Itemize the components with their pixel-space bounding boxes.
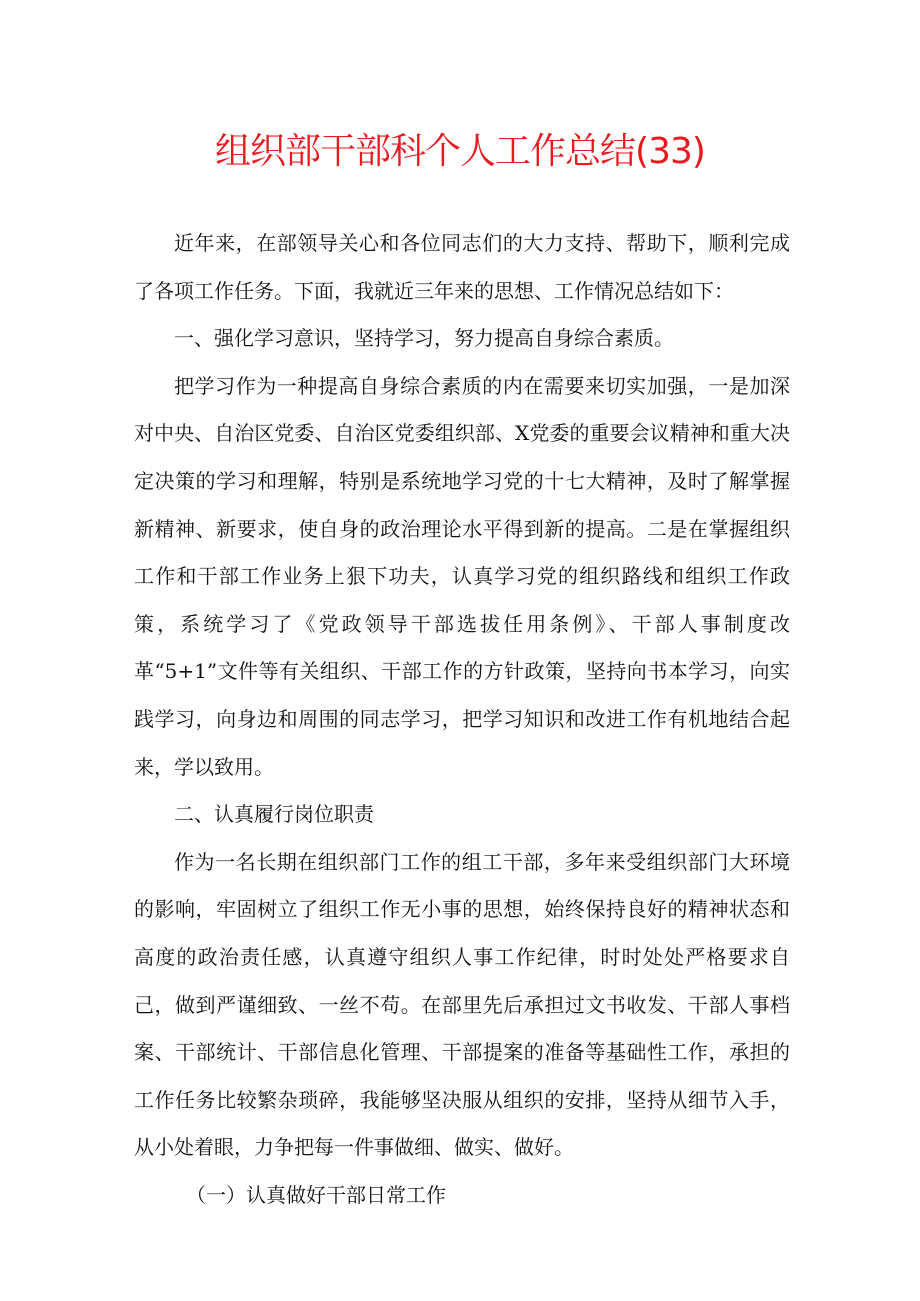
- subsection-heading-1: （一）认真做好干部日常工作: [186, 1182, 446, 1207]
- paragraph-study: 把学习作为一种提高自身综合素质的内在需要来切实加强，一是加深对中央、自治区党委、自治区党委组织部、X党委的重要会议精神和重大决定决策的学习和理解，特别是系统地学习党的十七大精神，及时了解掌握新精神、新要求，使自身的政治理论水平得到新的提高。二是在掌握组织工作和干部工作业务上狠下功夫，认真学习党的组织路线和组织工作政策，系统学习了《党政领导干部选拔任用条例》、干部人事制度改革“5+1”文件等有关组织、干部工作的方针政策，坚持向书本学习，向实践学习，向身边和周围的同志学习，把学习知识和改进工作有机地结合起来，学以致用。: [134, 373, 790, 779]
- paragraph-intro: 近年来，在部领导关心和各位同志们的大力支持、帮助下，顺利完成了各项工作任务。下面，我就近三年来的思想、工作情况总结如下：: [134, 231, 790, 303]
- section-heading-1: 一、强化学习意识，坚持学习，努力提高自身综合素质。: [174, 326, 674, 351]
- document-title: 组织部干部科个人工作总结(33): [215, 131, 705, 172]
- section-heading-2: 二、认真履行岗位职责: [174, 802, 374, 827]
- document-body: [134, 220, 790, 1219]
- paragraph-duties: 作为一名长期在组织部门工作的组工干部，多年来受组织部门大环境的影响，牢固树立了组织工作无小事的思想，始终保持良好的精神状态和高度的政治责任感，认真遵守组织人事工作纪律，时时处处严格要求自己，做到严谨细致、一丝不苟。在部里先后承担过文书收发、干部人事档案、干部统计、干部信息化管理、干部提案的准备等基础性工作，承担的工作任务比较繁杂琐碎，我能够坚决服从组织的安排，坚持从细节入手，从小处着眼，力争把每一件事做细、做实、做好。: [134, 849, 790, 1160]
